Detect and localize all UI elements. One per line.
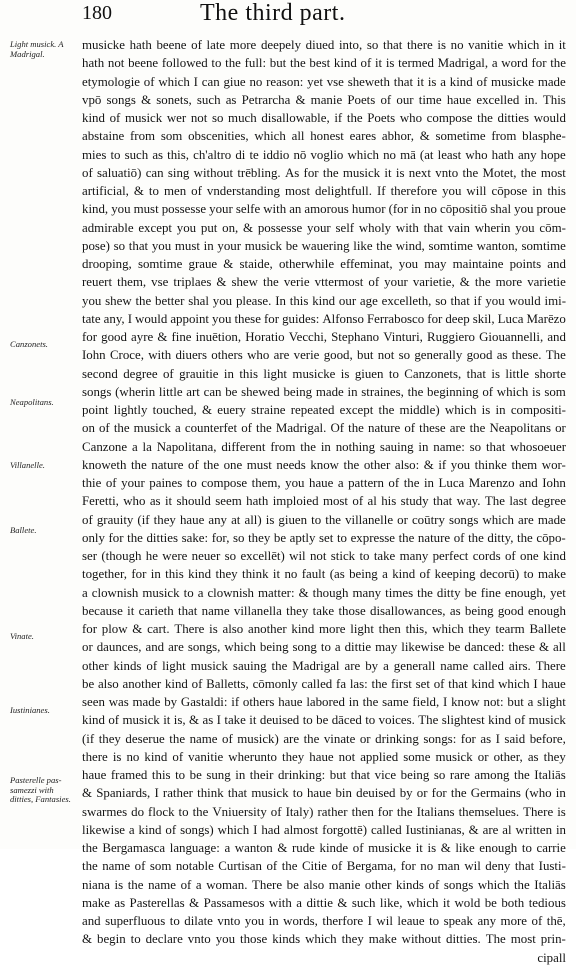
text-line: kind, you must possesse your selfe with an amorous humor (for in no cōpositiō shal you proue [82, 202, 566, 217]
text-line: the Bergamasca language: a wanton & rude kinde of musicke it is & like enough to carrie [82, 841, 566, 855]
text-line: artificial, & to men of vnderstanding most delightfull. If therefore you will cōpose in this [82, 184, 566, 198]
text-line: niana is the name of a woman. There be also manie other kinds of songs which the Italiās [82, 877, 566, 892]
text-line: swarmes do flock to the Vniuersity of Italy) rather then for the Italians themselues. There is [82, 804, 566, 819]
margin-note-iustinianes: Iustinianes. [10, 705, 50, 715]
text-line: drooping, somtime graue & staide, otherwhile effeminat, you may maintaine points and [82, 257, 566, 271]
text-line: musicke hath beene of late more deepely diued into, so that there is no vanitie which in it [82, 38, 566, 52]
text-line: admirable except you put on, & possesse your self wholy with that vain wherin you cōm- [82, 220, 566, 235]
text-line: reuert them, vse triplaes & shew the verie vttermost of your varietie, & the more varietie [82, 275, 566, 290]
text-line: songs (wherin little art can be shewed being made in straines, the beginning of which is som [82, 384, 566, 399]
margin-notes [0, 0, 74, 849]
text-line: tate any, I would appoint you these for guides: Alfonso Ferrabosco for deep skil, Luca Marēzo [82, 311, 566, 326]
text-line: kind of musick it is, & as I take it deuised to be dāced to voices. The slightest kind of musick [82, 713, 566, 728]
text-line: (if they deserue the name of musick) are the vinate or drinking songs: for as I said before, [82, 731, 566, 746]
text-line: or daunces, and are songs, which being song to a dittie may likewise be danced: these & all [82, 640, 566, 655]
text-line: abstaine from som obscenities, which all honest eares abhor, & sometime from blasphe- [82, 129, 566, 144]
text-line: for good ayre & fine inuētion, Horatio Vecchi, Stephano Vinturi, Ruggiero Giouannelli, and [82, 330, 566, 344]
text-line: etymologie of which I can giue no reason: yet vse sheweth that it is a kind of musicke made [82, 74, 566, 89]
text-line: on of the musick a counterfet of the Madrigal. Of the nature of these are the Neapolitans or [82, 421, 566, 436]
margin-note-light-musick: Light musick. A Madrigal. [10, 39, 64, 59]
text-line: haue framed this to be sung in their drinking: but that vice being so rare among the Italiās [82, 768, 566, 782]
text-line: there is no kind of vanitie wherunto they haue not applied some musick or other, as they [82, 749, 566, 764]
page-header [0, 2, 576, 30]
body-text [82, 36, 566, 967]
text-line: hath not beene followed to the full: but the best kind of it is termed Madrigal, a word for the [82, 56, 566, 71]
margin-note-villanelle: Villanelle. [10, 460, 45, 470]
text-line: be also another kind of Balletts, cōmonly called fa las: the first set of that kind which I haue [82, 676, 566, 691]
text-line: thie of your paines to compose them, you haue a pattern of the in Luca Marenzo and Iohn [82, 476, 566, 490]
page-number: 180 [82, 2, 112, 24]
text-line: seen was made by Gastaldi: if others haue labored in the same field, I know not: but a slight [82, 695, 566, 709]
margin-note-ballete: Ballete. [10, 525, 37, 535]
text-line: pose) so that you must in your musick be wauering like the wind, somtime wanton, somtime [82, 238, 566, 253]
text-line: kind of musick wer not so much disallowable, if the Poets who compose the ditties would [82, 111, 566, 125]
text-line: & Spaniards, I rather think that musick to haue bin deuised by or for the Germains (who in [82, 786, 566, 801]
text-line: a clownish musick to a clownish matter: & though many times the ditty be fine enough, yet [82, 585, 566, 600]
text-line: the name of som notable Curtisan of the Citie of Bergama, for no man wil deny that Iusti- [82, 859, 566, 874]
text-line: Iohn Croce, with diuers others who are verie good, but not so generally good as these. The [82, 348, 566, 363]
text-line: for plow & cart. There is also another kind more light then this, which they tearm Ballete [82, 622, 566, 636]
margin-note-vinate: Vinate. [10, 631, 34, 641]
text-line: & begin to declare vnto you those kinds which they make without ditties. The most prin- [82, 932, 566, 947]
running-head: The third part. [200, 0, 346, 26]
text-line: make as Pasterellas & Passamesos with a dittie & such like, which it wold be both tedious [82, 895, 566, 910]
text-line: other kinds of light musick sauing the Madrigal are by a generall name called airs. There [82, 658, 566, 673]
margin-note-pasterelle: Pasterelle pas-samezzi with ditties, Fantasies. [10, 775, 71, 804]
text-line: of saluatiō) can sing without trēbling. As for the musick it is next vnto the Motet, the most [82, 165, 566, 180]
text-line: knoweth the nature of the one must needs know the other also: & if you thinke them wor- [82, 457, 566, 472]
text-line: Feretti, who as it should seem hath imploied most of al his study that way. The last degree [82, 494, 566, 509]
text-line: you shew the better shal you please. In this kind our age excelleth, so that if you would imi- [82, 293, 566, 308]
margin-note-neapolitans: Neapolitans. [10, 397, 54, 407]
text-line: mies to such as this, ch'altro di te iddio nō voglio which no mā (at least who hath any hope [82, 147, 566, 162]
text-line: point lightly touched, & euery straine repeated except the middle) which is in compositi- [82, 403, 566, 417]
text-line: because it carieth that name villanella they take those disallowances, as being good enough [82, 603, 566, 618]
text-line: ser (though he were neuer so excellēt) wil not stick to take many perfect cords of one kind [82, 549, 566, 563]
text-line: and superfluous to dilate vnto you in words, therfore I wil leaue to speak any more of thē, [82, 914, 566, 928]
text-line: likewise a kind of songs) which I had almost forgottē) called Iustinianas, & are al written in [82, 822, 566, 837]
catchword: cipall [537, 950, 566, 965]
text-line: second degree of grauitie in this light musicke is giuen to Canzonets, that is little shorte [82, 366, 566, 381]
text-line: of grauity (if they haue any at all) is giuen to the villanelle or coūtry songs which are made [82, 512, 566, 527]
text-line: only for the ditties sake: for, so they be aptly set to expresse the nature of the ditty, the cōpo- [82, 530, 566, 545]
text-line: together, for in this kind they think it no fault (as being a kind of keeping decorū) to make [82, 567, 566, 582]
margin-note-canzonets: Canzonets. [10, 339, 48, 349]
text-line: Canzone a la Napolitana, different from the in nothing sauing in name: so that whosoeuer [82, 439, 566, 454]
text-line: vpō songs & sonets, such as Petrarcha & manie Poets of our time haue excelled in. This [82, 92, 566, 107]
